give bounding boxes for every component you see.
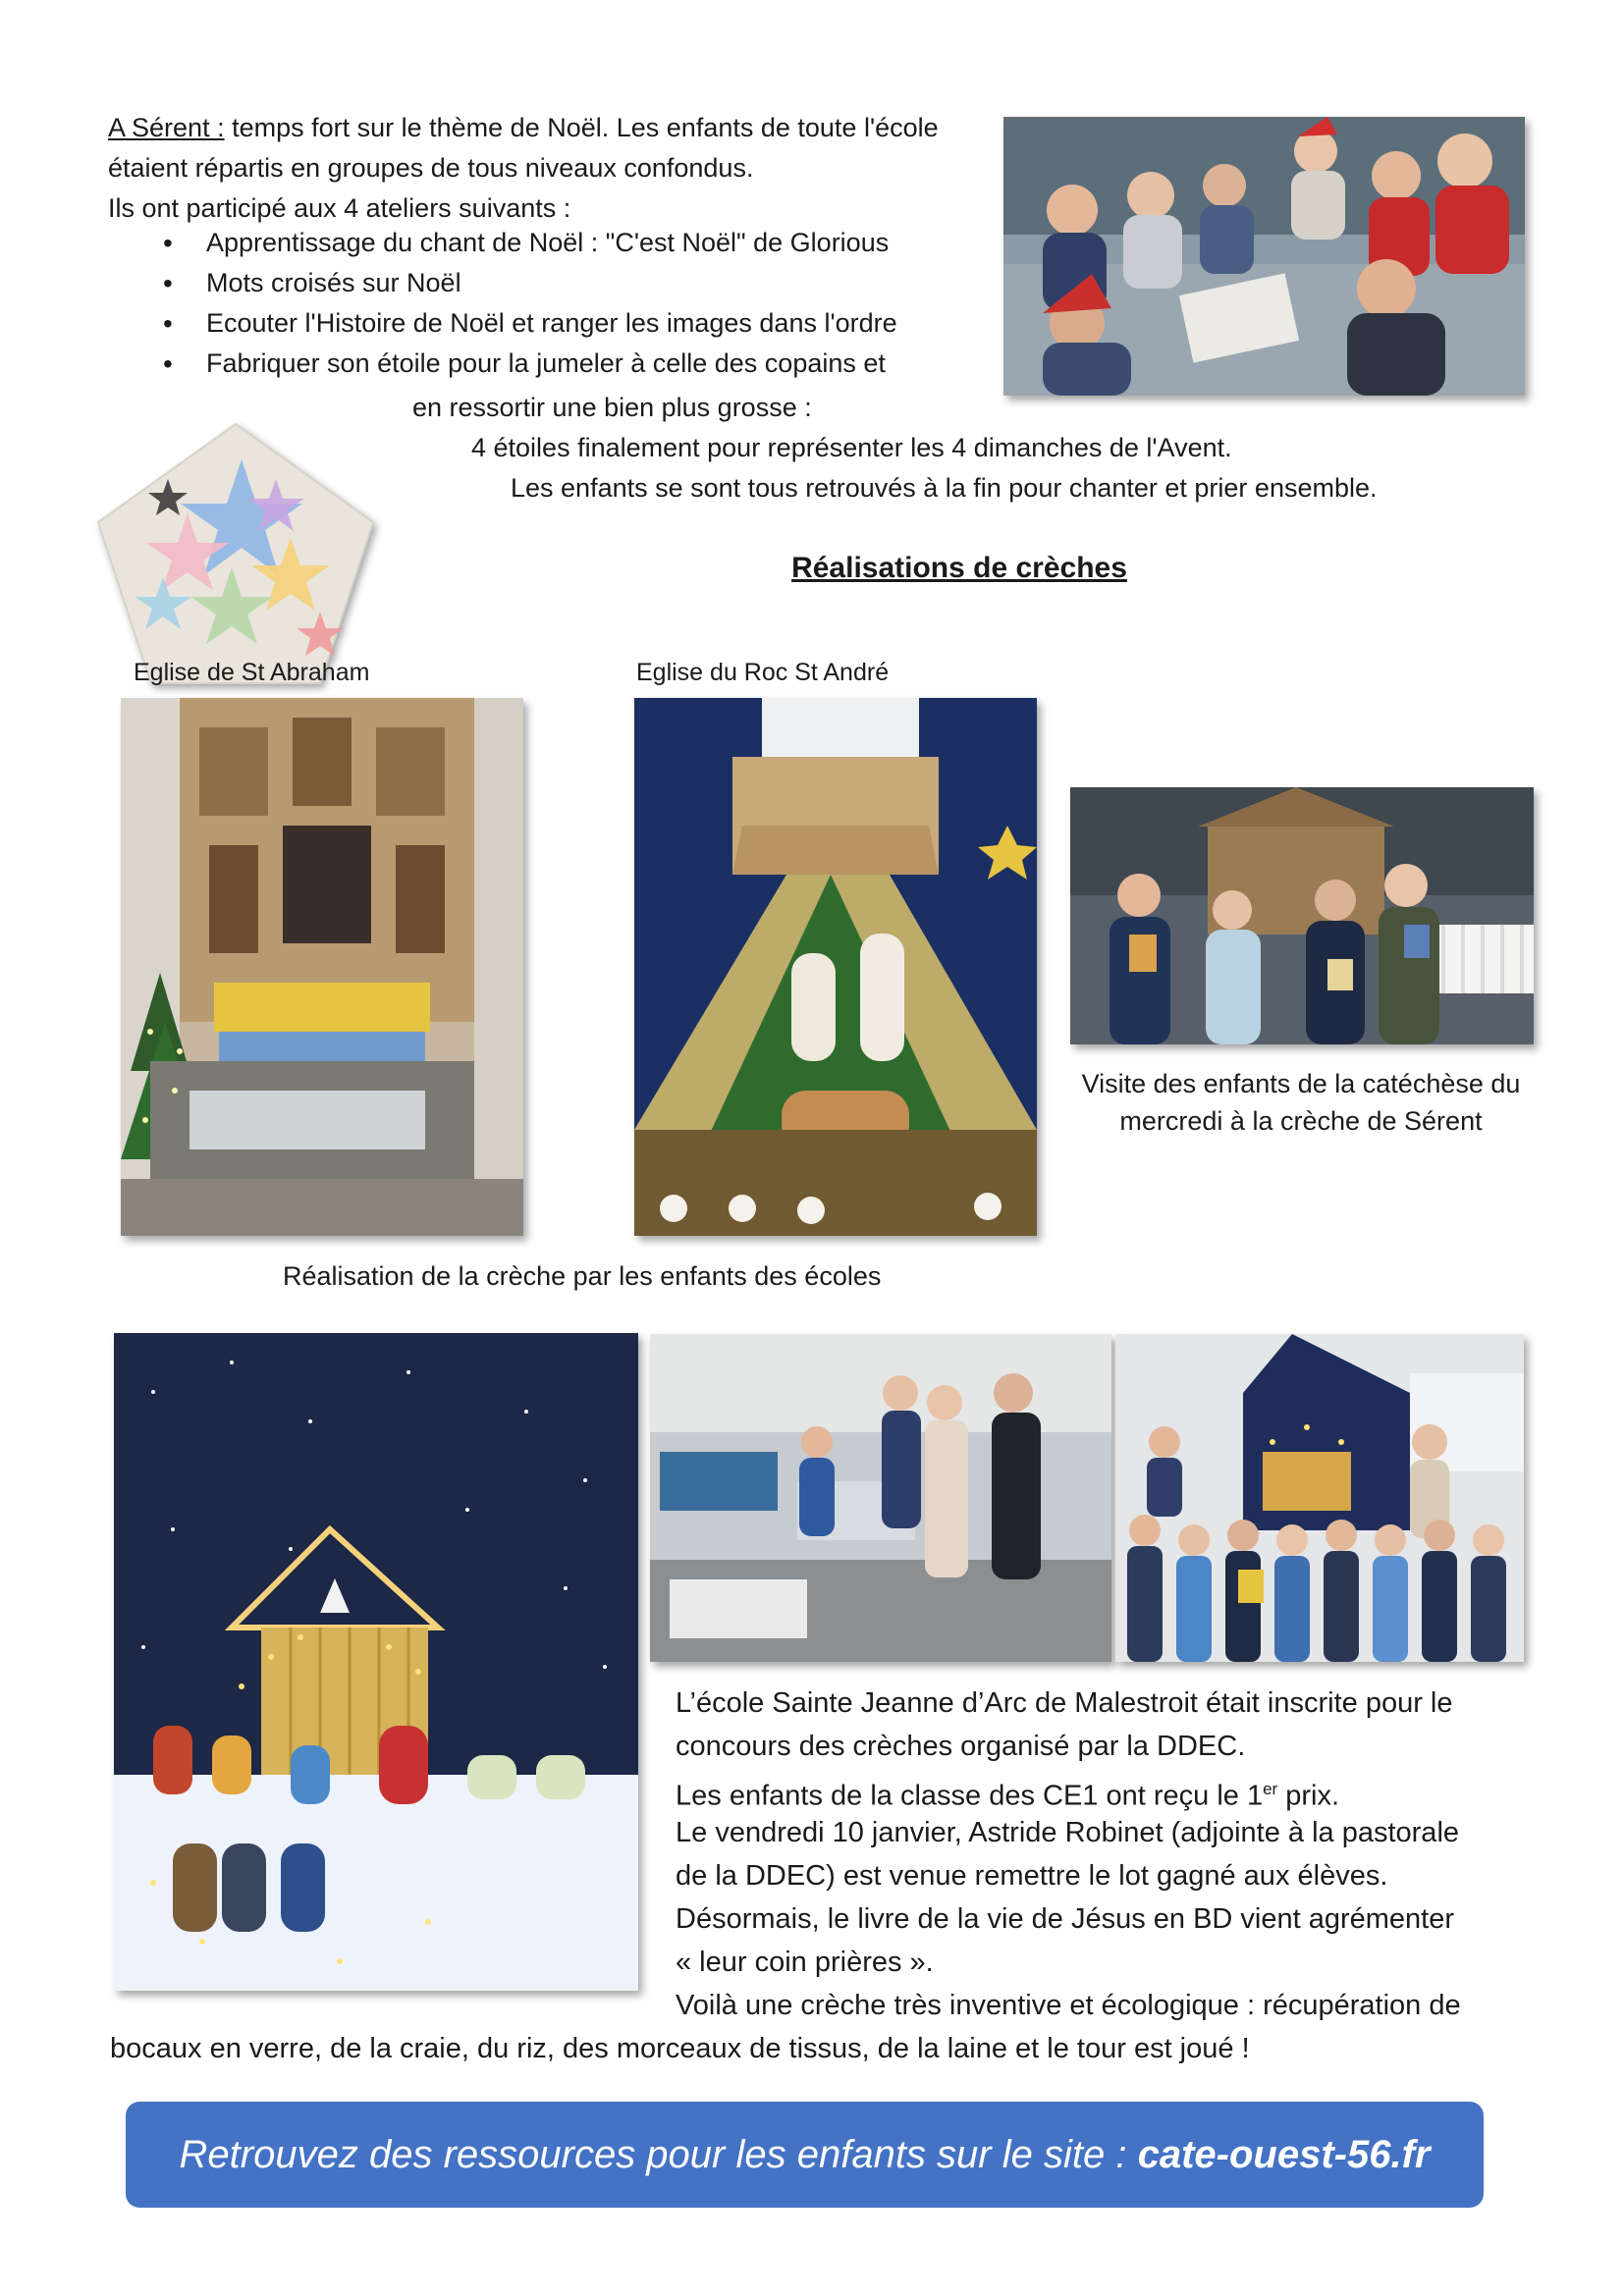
resources-banner — [126, 2102, 1484, 2208]
malestroit-line-4: Le vendredi 10 janvier, Astride Robinet (adjointe à la pastorale — [676, 1817, 1460, 1848]
malestroit-creche-photo — [114, 1333, 638, 1991]
workshop-list — [108, 223, 897, 384]
caption-visit-line-1: Visite des enfants de la catéchèse du — [1081, 1069, 1521, 1098]
caption-st-abraham: Eglise de St Abraham — [134, 659, 370, 686]
intro-cont-line-2: 4 étoiles finalement pour représenter les 4 dimanches de l'Avent. — [471, 433, 1232, 462]
malestroit-line-6: Désormais, le livre de la vie de Jésus en BD vient agrémenter — [676, 1903, 1455, 1935]
intro-line-2: étaient répartis en groupes de tous niveaux confondus. — [108, 153, 754, 183]
caption-roc-st-andre: Eglise du Roc St André — [636, 659, 890, 686]
malestroit-line-1: L’école Sainte Jeanne d’Arc de Malestroit était inscrite pour le — [676, 1687, 1453, 1719]
caption-visit-line-2: mercredi à la crèche de Sérent — [1119, 1106, 1483, 1136]
list-item: • Mots croisés sur Noël — [108, 263, 897, 303]
list-item: • Apprentissage du chant de Noël : "C'est Noël" de Glorious — [108, 223, 897, 263]
section-title: Réalisations de crèches — [791, 552, 1127, 584]
malestroit-line-9: bocaux en verre, de la craie, du riz, des morceaux de tissus, de la laine et le tour est joué ! — [110, 2033, 1250, 2064]
serent-visit-photo — [1070, 787, 1534, 1044]
malestroit-classroom-photo — [650, 1334, 1111, 1662]
intro-line-3: Ils ont participé aux 4 ateliers suivants : — [108, 193, 571, 223]
malestroit-line-2: concours des crèches organisé par la DDEC. — [676, 1731, 1246, 1762]
intro-line-1: A Sérent : temps fort sur le thème de Noël. Les enfants de toute l'école — [108, 113, 939, 142]
malestroit-line-8: Voilà une crèche très inventive et écologique : récupération de — [676, 1990, 1461, 2021]
malestroit-line-5: de la DDEC) est venue remettre le lot gagné aux élèves. — [676, 1860, 1388, 1892]
st-abraham-altar-photo — [121, 698, 523, 1236]
children-workshop-photo — [1003, 117, 1525, 396]
banner-text: Retrouvez des ressources pour les enfants sur le site : — [179, 2132, 1127, 2176]
malestroit-line-7: « leur coin prières ». — [676, 1947, 934, 1978]
list-item: • Ecouter l'Histoire de Noël et ranger les images dans l'ordre — [108, 303, 897, 344]
caption-schools: Réalisation de la crèche par les enfants des écoles — [283, 1261, 882, 1291]
list-item: • Fabriquer son étoile pour la jumeler à celle des copains et — [108, 344, 897, 384]
intro-place: A Sérent : — [108, 113, 225, 142]
malestroit-line-3: Les enfants de la classe des CE1 ont reçu le 1er prix. — [676, 1780, 1340, 1812]
intro-cont-line-1: en ressortir une bien plus grosse : — [412, 393, 812, 422]
roc-st-andre-creche-photo — [634, 698, 1037, 1236]
intro-cont-line-3: Les enfants se sont tous retrouvés à la fin pour chanter et prier ensemble. — [511, 473, 1378, 503]
site-link[interactable]: cate-ouest-56.fr — [1137, 2132, 1431, 2176]
malestroit-group-photo — [1115, 1334, 1524, 1662]
